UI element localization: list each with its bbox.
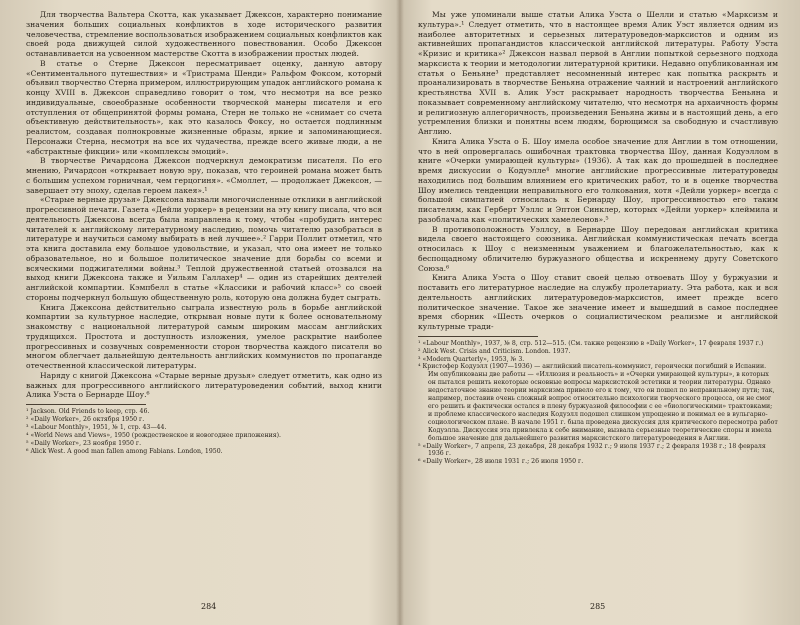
paragraph: В статье о Стерне Джексон пересматривает оценку, данную автору «Сентиментального путешествия» и «Тристрама Шенди» Ральфом Фоксом, который объявил творчество Стерна примером, иллюстрирующим упадок английского романа к концу XVIII в. Джексон справедливо говорит о том, что несмотря на все резко индивидуальные, своеобразные особенности творческой манеры писателя и его отступления от общепринятой формы романа, Стерн не только не «снимает со счета объективную действительность», как это казалось Фоксу, но остается подлинным реалистом, создавая полнокровные жизненные образы, яркие и запоминающиеся. Персонажи Стерна, несмотря на все их чудачества, прежде всего живые люди, а не «абстрактные фикции» или «комплексы эмоций». (26, 58, 382, 156)
page-number: 285 (590, 602, 606, 611)
paragraph: Для творчества Вальтера Скотта, как указывает Джексон, характерно понимание значения больших социальных конфликтов в ходе исторического развития человечества, стремление воспользоваться изображением социальных конфликтов как своей рода движущей силой художественного повествования. Особо Джексон останавливается на усвоенном мастерстве Скотта в изображении простых людей. (26, 10, 382, 58)
footnote: ⁵ «Daily Worker», 7 апреля, 23 декабря, 28 декабря 1932 г.; 9 июля 1937 г.; 2 февраля 1938 г.; 18 февраля 1936 г. (418, 442, 766, 458)
footnote: ⁴ Кристофер Кодуэлл (1907—1936) — английский писатель-коммунист, героически погибший в Испании. Им опубликованы две работы — «Иллюзия и реальность» и «Очерки умирающей культуры», в которых он пытался решить некоторые основные вопросы марксистской эстетики и теории литературы. Однако недостаточное знание теории марксизма привело его к тому, что он пошел по неправильному пути; так, например, поставив очень сложный вопрос относительно психологии творческого процесса, он не смог его решить и фактически остался в плену буржуазной философии с ее «биологическими» трактовками; и проблеме классического наследия Кодуэлл подошел слишком упрощенно и понимал ее в вульгарно-социологическом плане. В начале 1951 г. была проведена дискуссия для критического пересмотра работ Кодуэлла. Дискуссия эта привлекла к себе внимание, вызвала серьезные теоретические споры и имела большое значение для дальнейшего развития марксистского литературоведения в Англии. (418, 363, 778, 442)
paragraph: В противоположность Уэллсу, в Бернарде Шоу передовая английская критика видела своего настоящего союзника. Английская коммунистическая печать всегда относилась к Шоу с неизменным уважением и благожелательностью, как к беспощадному обличителю буржуазного общества и искреннему другу Советского Союза.⁶ (418, 224, 778, 273)
footnote: ⁵ «Daily Worker», 23 ноября 1950 г. (26, 439, 142, 447)
right-page (418, 10, 778, 615)
footnote-rule (418, 336, 538, 337)
paragraph: В творчестве Ричардсона Джексон подчеркнул демократизм писателя. По его мнению, Ричардсон «открывает новую эру, показав, что героиней романа может быть с большим успехом горничная, чем герцогиня». «Смоллет, — продолжает Джексон, — завершает эту эпоху, сделав героем лакея».¹ (26, 156, 382, 195)
page-number: 284 (201, 602, 217, 611)
footnote: ³ «Modern Quarterly», 1953, № 3. (418, 355, 525, 363)
paragraph: Книга Алика Уэста о Шоу ставит своей целью отвоевать Шоу у буржуазии и поставить его литературное наследие на службу пролетариату. Эта работа, как и вся деятельность английских литературоведов-марксистов, имеет прежде всего политическое значение. Такое же значение имеет и вышедший в самое последнее время сборник «Шесть очерков о социалистическом реализме и английской культурные тради- (418, 273, 778, 331)
right-page-body (418, 10, 778, 332)
paragraph: Наряду с книгой Джексона «Старые верные друзья» следует отметить, как одно из важных для прогрессивного английского литературоведения событий, выход книги Алика Уэста о Бернарде Шоу.⁶ (26, 370, 382, 400)
left-footnotes (26, 408, 382, 455)
right-footnotes (418, 340, 778, 467)
book-gutter (396, 0, 404, 625)
paragraph: «Старые верные друзья» Джексона вызвали многочисленные отклики в английской прогрессивной печати. Газета «Дейли уоркер» в рецензии на эту книгу писала, что вся деятельность Джексона всегда была направлена к тому, чтобы «пробудить интерес читателей к английскому литературному наследию, помочь читателю разобраться в литературе и научиться самому выбирать в ней лучшее».² Гарри Поллит отметил, что эта книга доставила ему большое удовольствие, и указал, что она имеет не только образовательное, но и большое политическое значение для борьбы со всеми и всяческими поджигателями войны.³ Теплой дружественной статьей отозвался на выход книги Джексона также и Уильям Галлахер⁴ — один из старейших деятелей английской компартии. Кэмпбелл в статье «Классики и рабочий класс»⁵ со своей стороны подчеркнул большую общественную роль, которую она должна будет сыграть. (26, 195, 382, 302)
left-page (26, 10, 382, 615)
footnote: ⁴ «World News and Views», 1950 (рождественское и новогоднее приложения). (26, 431, 281, 439)
paragraph: Книга Джексона действительно сыграла известную роль в борьбе английской компартии за культурное наследие, открывая новые пути к более основательному знакомству с национальной литературой самым широким массам английских трудящихся. Простота и доступность изложения, умелое раскрытие наиболее прогрессивных и созвучных современности сторон творчества каждого писателя во многом облегчает дальнейшую деятельность английских коммунистов по пропаганде отечественной классической литературы. (26, 302, 382, 370)
footnote: ³ «Labour Monthly», 1951, № 1, стр. 43—44. (26, 423, 167, 431)
footnote: ⁶ Alick West. A good man fallen among Fabians. London, 1950. (26, 447, 223, 455)
footnote: ² Alick West. Crisis and Criticism. London. 1937. (418, 347, 571, 355)
paragraph: Книга Алика Уэста о Б. Шоу имела особое значение для Англии в том отношении, что в ней опровергалась ошибочная трактовка творчества Шоу, данная Кодуэллом в книге «Очерки умирающей культуры» (1936). А так как до прошедшей в последнее время дискуссии о Кодуэлле⁴ многие английские прогрессивные литературоведы находились под большим влиянием его критических работ, то и в оценке творчества Шоу имелись тенденции неправильного его толкования, хотя «Дейли уоркер» всегда с большой симпатией относилась к Бернарду Шоу, прогрессивностью его таким писателям, как Герберт Уэллс и Эптон Синклер, которых «Дейли уоркер» клеймила и разоблачала как «политических хамелеонов».⁵ (418, 136, 778, 224)
footnote: ¹ Jackson. Old Friends to keep, стр. 46. (26, 408, 150, 415)
paragraph: Мы уже упоминали выше статьи Алика Уэста о Шелли и статью «Марксизм и культура».¹ Следует отметить, что в настоящее время Алик Уэст является одним из наиболее авторитетных и серьезных литературоведов-марксистов и одним из активнейших пропагандистов классической английской литературы. Работу Уэста «Кризис и критика»² Джексон назвал первой в Англии попыткой серьезного подхода марксиста к теории и методологии литературной критики. Недавно опубликованная им статья о Беньяне³ представляет несомненный интерес как попытка раскрыть и проанализировать в творчестве Беньяна отражение чаяний и настроений английского крестьянства XVII в. Алик Уэст раскрывает народность творчества Беньяна и показывает современному английскому читателю, что несмотря на архаичность формы и религиозную аллегоричность, произведения Беньяна живы и в настоящий день, а его устремления близки и понятны всем людям, борющимся за свободную и счастливую Англию. (418, 10, 778, 136)
footnote: ² «Daily Worker», 26 октября 1950 г. (26, 415, 145, 423)
footnote: ¹ «Labour Monthly», 1937, № 8, стр. 512—515. (См. также рецензию в «Daily Worker», 17 февраля 1937 г.) (418, 339, 764, 347)
left-page-body (26, 10, 382, 400)
footnote: ⁶ «Daily Worker», 28 июля 1931 г.; 26 июля 1950 г. (418, 458, 584, 466)
footnote-rule (26, 404, 146, 405)
